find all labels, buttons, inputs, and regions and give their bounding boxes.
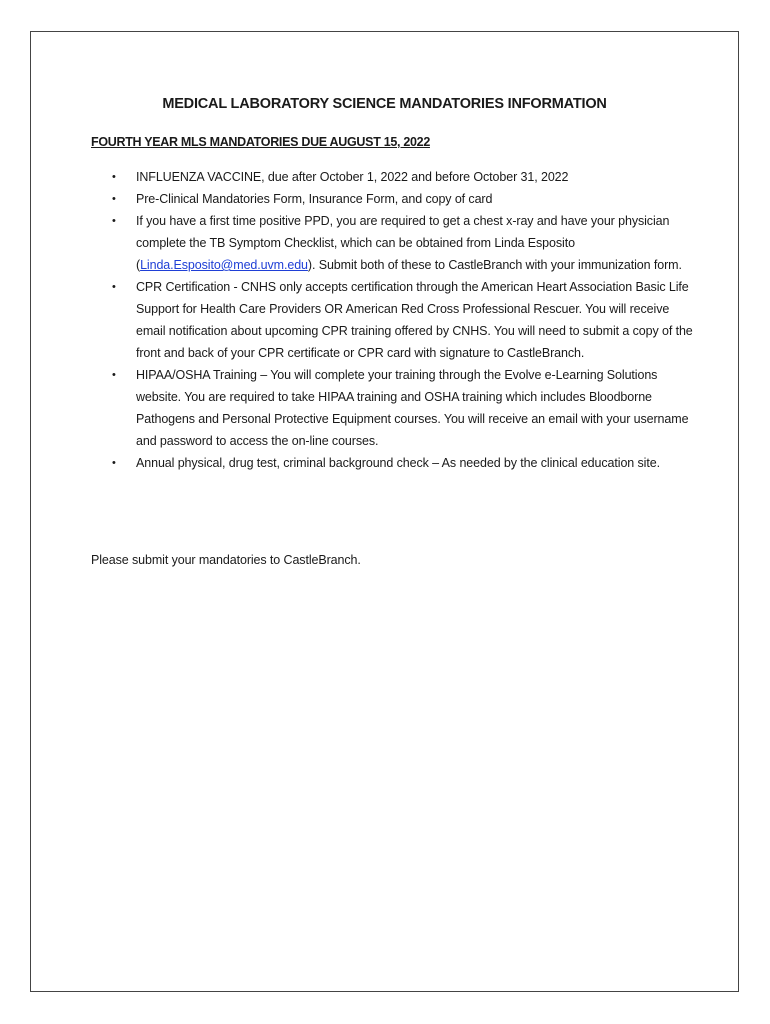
- list-item-text: Pre-Clinical Mandatories Form, Insurance Form, and copy of card: [136, 192, 493, 206]
- list-item: [109, 452, 699, 474]
- list-item-text-after: ). Submit both of these to CastleBranch with your immunization form.: [307, 258, 682, 272]
- bullet-icon: •: [112, 457, 116, 469]
- list-item-text: INFLUENZA VACCINE, due after October 1, 2022 and before October 31, 2022: [136, 170, 569, 184]
- bullet-icon: •: [112, 171, 116, 183]
- bullet-icon: •: [112, 369, 116, 381]
- list-item-text: Annual physical, drug test, criminal background check – As needed by the clinical education site.: [136, 456, 660, 470]
- email-link[interactable]: Linda.Esposito@med.uvm.edu: [140, 258, 308, 272]
- closing-note: Please submit your mandatories to CastleBranch.: [91, 553, 361, 567]
- list-item: [109, 188, 699, 210]
- document-page: [30, 31, 739, 992]
- list-item-text: CPR Certification - CNHS only accepts certification through the American Heart Association Basic Life Support for Health Care Providers OR American Red Cross Professional Rescuer. You will receive email notification about upcoming CPR training offered by CNHS. You will need to submit a copy of the front and back of your CPR certificate or CPR card with signature to CastleBranch.: [136, 280, 693, 360]
- document-subtitle: FOURTH YEAR MLS MANDATORIES DUE AUGUST 15, 2022: [91, 135, 430, 149]
- bullet-icon: •: [112, 193, 116, 205]
- list-item-text-before: If you have a first time positive PPD, you are required to get a chest x-ray and have your physician complete the TB Symptom Checklist, which can be obtained from Linda Esposito (: [136, 214, 670, 272]
- bullet-icon: •: [112, 281, 116, 293]
- list-item: [109, 276, 699, 364]
- list-item: [109, 364, 699, 452]
- list-item-text: HIPAA/OSHA Training – You will complete your training through the Evolve e-Learning Solutions website. You are required to take HIPAA training and OSHA training which includes Bloodborne Pathogens and Personal Protective Equipment courses. You will receive an email with your username and password to access the on-line courses.: [136, 368, 689, 448]
- document-title: MEDICAL LABORATORY SCIENCE MANDATORIES INFORMATION: [162, 96, 607, 112]
- bullet-icon: •: [112, 215, 116, 227]
- list-item: [109, 166, 699, 188]
- list-item: [109, 210, 699, 276]
- mandatories-list: [109, 166, 699, 474]
